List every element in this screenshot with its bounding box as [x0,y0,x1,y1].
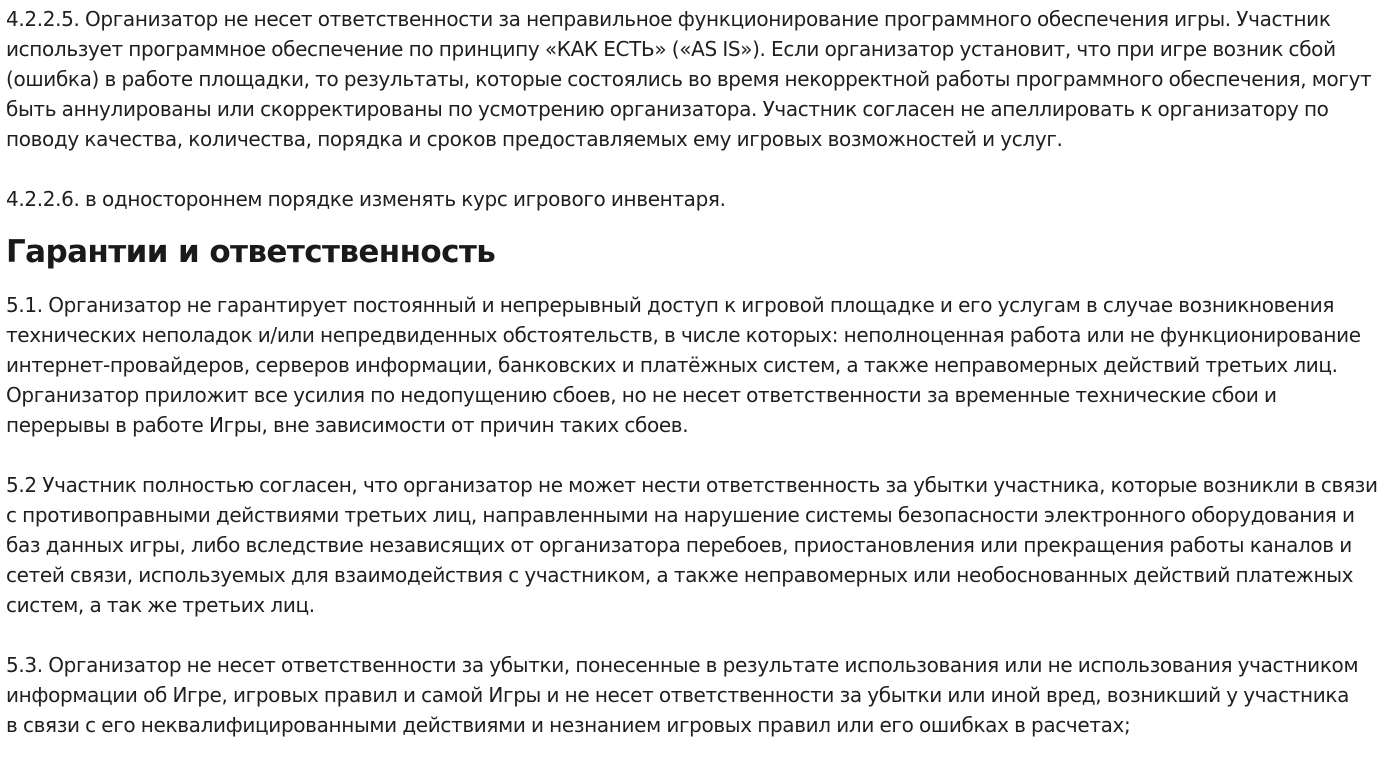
paragraph-4-2-2-6: 4.2.2.6. в одностороннем порядке изменять курс игрового инвентаря. [6,187,726,211]
paragraph-gap [6,154,1387,184]
paragraph-gap [6,620,1387,650]
paragraph-5-1: 5.1. Организатор не гарантирует постоянный и непрерывный доступ к игровой площадке и его услугам в случае возникновения технических неполадок и/или непредвиденных обстоятельств, в числе которых: неполноценная работа или не функционирование интернет-провайдеров, серверов информации, банковских и платёжных систем, а также неправомерных действий третьих лиц. Организатор приложит все усилия по недопущению сбоев, но не несет ответственности за временные технические сбои и перерывы в работе Игры, вне зависимости от причин таких сбоев. [6,293,1361,437]
paragraph-5-3: 5.3. Организатор не несет ответственности за убытки, понесенные в результате использования или не использования участником информации об Игре, игровых правил и самой Игры и не несет ответственности за убытки или иной вред, возникший у участника в связи с его неквалифицированными действиями и незнанием игровых правил или его ошибках в расчетах; [6,653,1359,737]
paragraph-4-2-2-5: 4.2.2.5. Организатор не несет ответственности за неправильное функционирование программного обеспечения игры. Участник использует программное обеспечение по принципу «КАК ЕСТЬ» («AS IS»). Если организатор установит, что при игре возник сбой (ошибка) в работе площадки, то результаты, которые состоялись во время некорректной работы программного обеспечения, могут быть аннулированы или скорректированы по усмотрению организатора. Участник согласен не апеллировать к организатору по поводу качества, количества, порядка и сроков предоставляемых ему игровых возможностей и услуг. [6,7,1372,151]
paragraph-gap [6,440,1387,470]
paragraph-5-2: 5.2 Участник полностью согласен, что организатор не может нести ответственность за убытки участника, которые возникли в связи с противоправными действиями третьих лиц, направленными на нарушение системы безопасности электронного оборудования и баз данных игры, либо вследствие независящих от организатора перебоев, приостановления или прекращения работы каналов и сетей связи, используемых для взаимодействия с участником, а также неправомерных или необоснованных действий платежных систем, а так же третьих лиц. [6,473,1378,617]
section-heading: Гарантии и ответственность [6,234,496,270]
